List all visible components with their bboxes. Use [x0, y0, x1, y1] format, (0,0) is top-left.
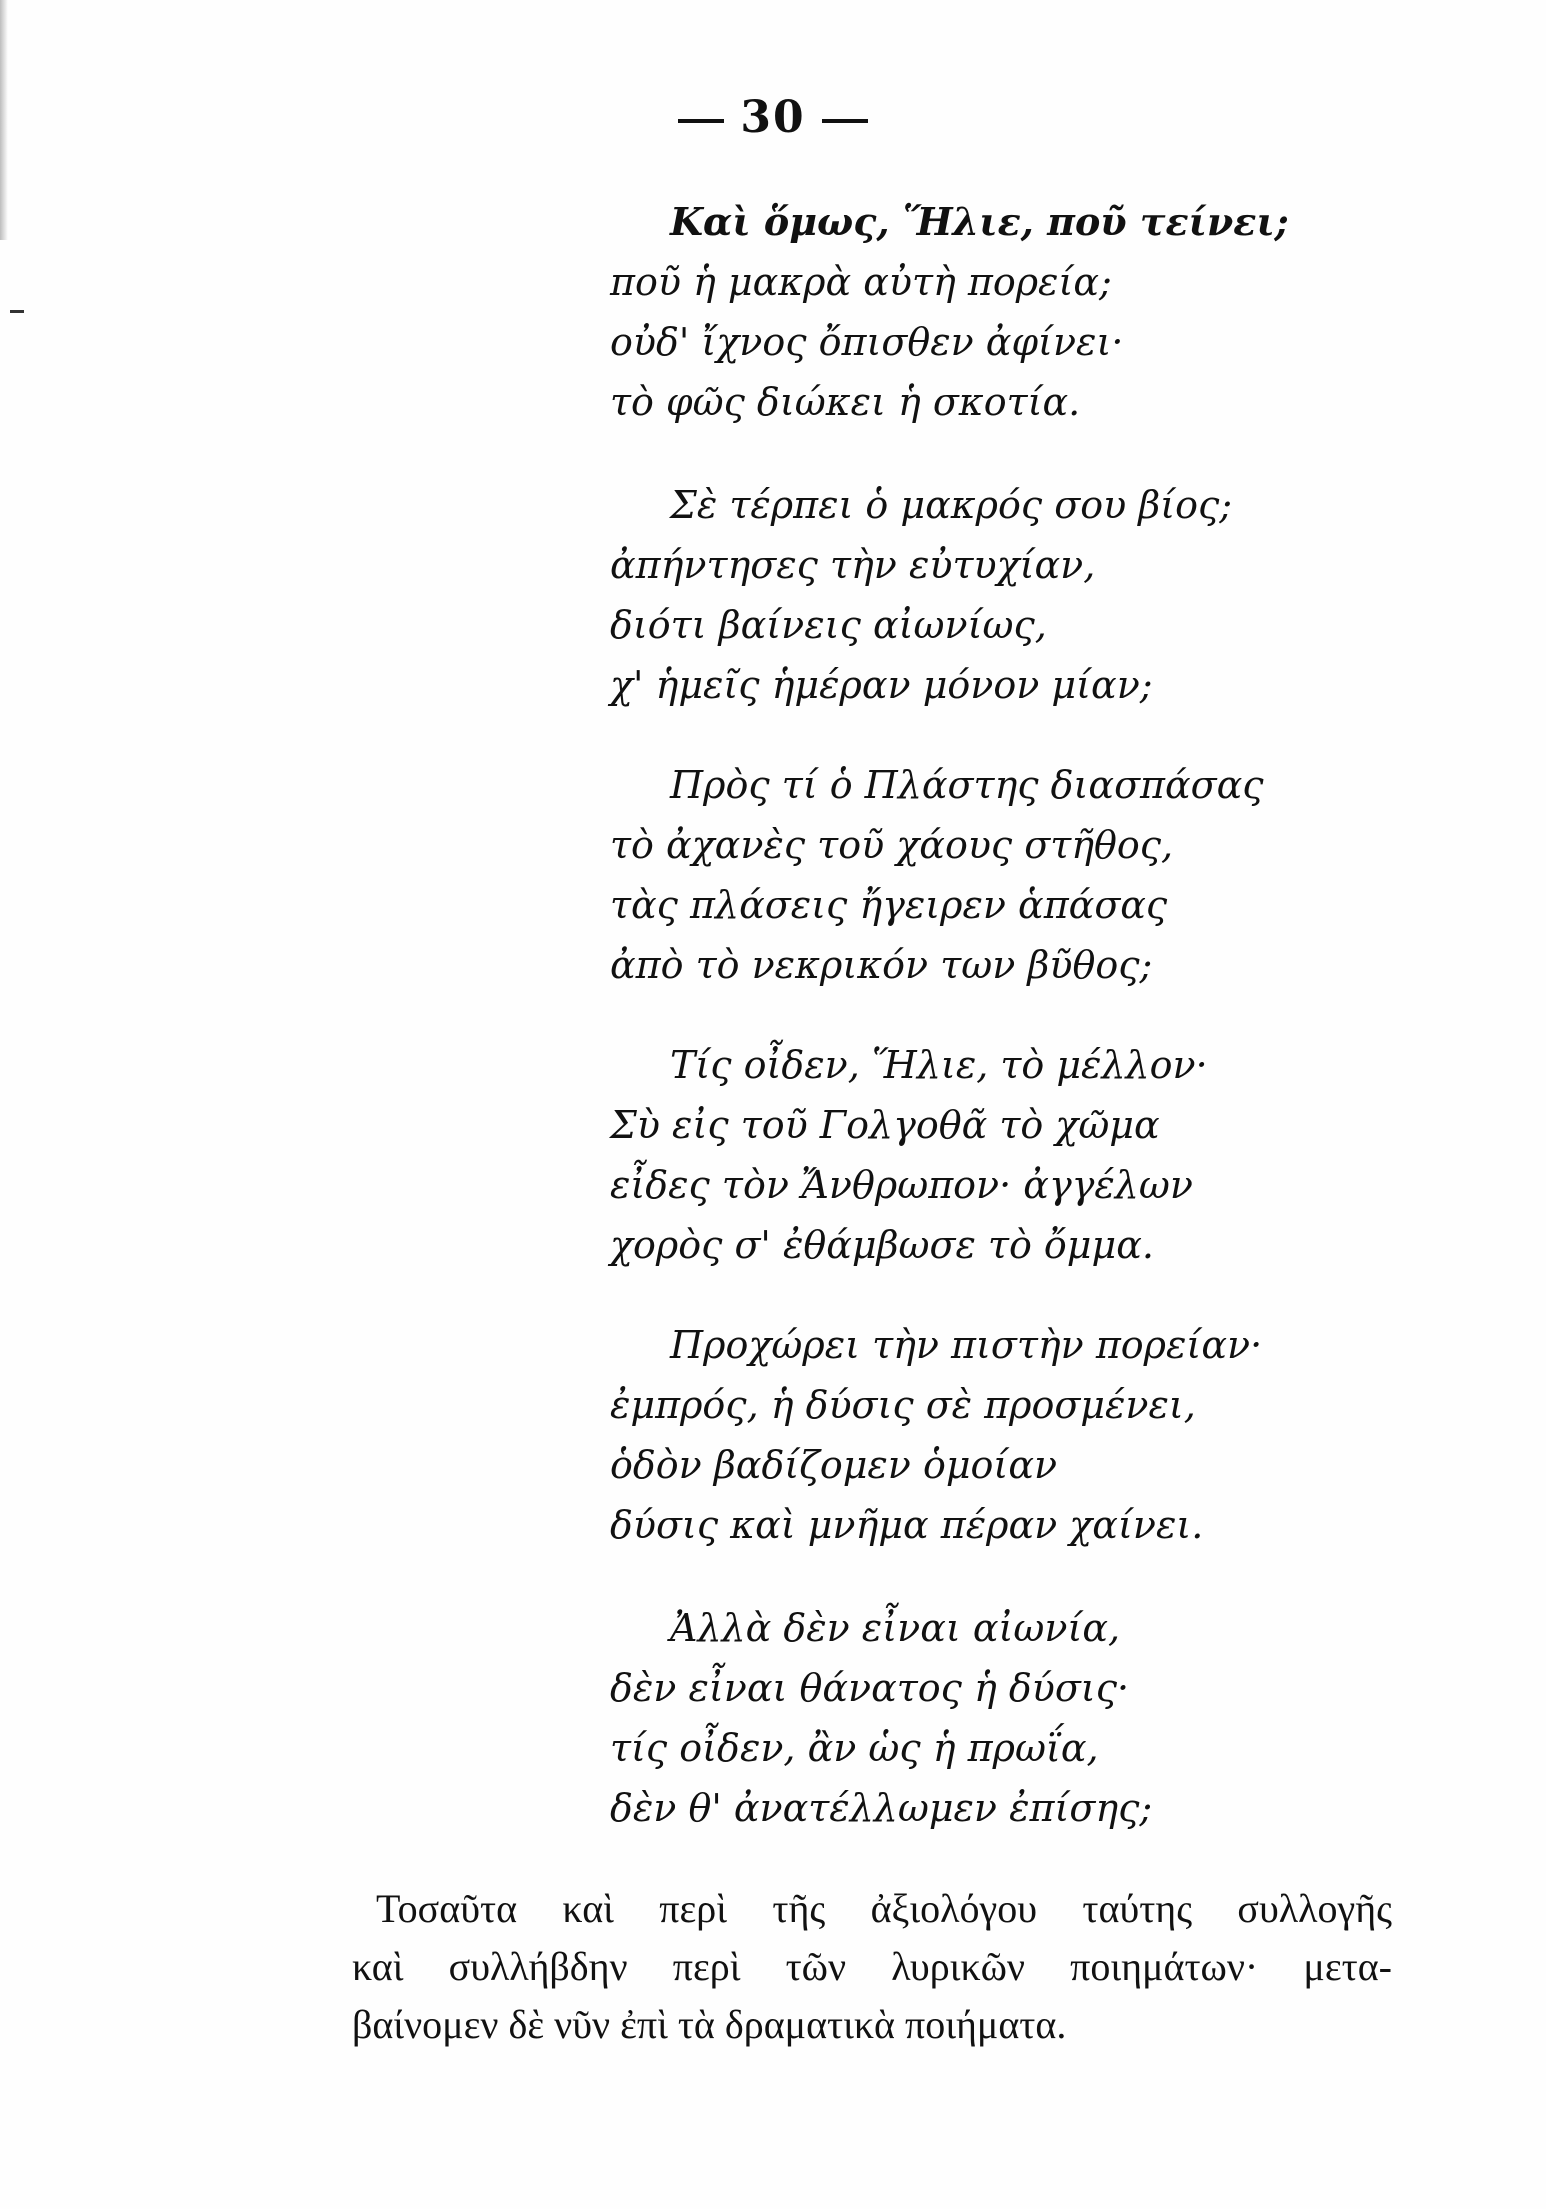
poem-line: ἐμπρός, ἡ δύσις σὲ προσμένει,: [610, 1383, 1196, 1427]
stanza-2: [610, 475, 1370, 715]
poem-line: Τίς οἶδεν, Ἥλιε, τὸ μέλλον·: [670, 1043, 1208, 1087]
poem-line: ἀπὸ τὸ νεκρικόν των βῦθος;: [610, 943, 1153, 987]
page-number-text: 30: [740, 92, 806, 143]
poem-line: δὲν εἶναι θάνατος ἡ δύσις·: [610, 1666, 1130, 1710]
poem-line: χ' ἡμεῖς ἡμέραν μόνον μίαν;: [610, 663, 1153, 707]
poem-line: τίς οἶδεν, ἂν ὡς ἡ πρωΐα,: [610, 1726, 1099, 1770]
poem-line: Καὶ ὅμως, Ἥλιε, ποῦ τείνει;: [670, 199, 1289, 244]
left-dash: [678, 119, 724, 123]
poem-line: εἶδες τὸν Ἄνθρωπον· ἀγγέλων: [610, 1163, 1193, 1207]
prose-line: καὶ συλλήβδην περὶ τῶν λυρικῶν ποιημάτων· μετα-: [352, 1944, 1392, 1989]
poem-line: τὸ φῶς διώκει ἡ σκοτία.: [610, 380, 1081, 424]
page-number: [0, 92, 1546, 143]
prose-line: Τοσαῦτα καὶ περὶ τῆς ἀξιολόγου ταύτης συλλογῆς: [376, 1886, 1392, 1931]
poem-line: Σὲ τέρπει ὁ μακρός σου βίος;: [670, 483, 1233, 527]
poem-line: δύσις καὶ μνῆμα πέραν χαίνει.: [610, 1503, 1204, 1547]
poem-line: Ἀλλὰ δὲν εἶναι αἰωνία,: [670, 1606, 1121, 1650]
stanza-4: [610, 1035, 1370, 1275]
poem-line: δὲν θ' ἀνατέλλωμεν ἐπίσης;: [610, 1786, 1153, 1830]
poem-line: χορὸς σ' ἐθάμβωσε τὸ ὄμμα.: [610, 1223, 1154, 1267]
stanza-3: [610, 755, 1370, 995]
poem-line: διότι βαίνεις αἰωνίως,: [610, 603, 1047, 647]
poem-line: ἀπήντησες τὴν εὐτυχίαν,: [610, 543, 1096, 587]
poem-line: ποῦ ἡ μακρὰ αὐτὴ πορεία;: [610, 260, 1112, 304]
prose-line: βαίνομεν δὲ νῦν ἐπὶ τὰ δραματικὰ ποιήματα.: [352, 2002, 1067, 2047]
margin-mark: [10, 310, 24, 313]
stanza-1: [610, 192, 1370, 432]
stanza-5: [610, 1315, 1370, 1555]
poem-line: ὁδὸν βαδίζομεν ὁμοίαν: [610, 1443, 1058, 1487]
prose-paragraph: [352, 1880, 1392, 2054]
right-dash: [822, 119, 868, 123]
poem-line: Σὺ εἰς τοῦ Γολγοθᾶ τὸ χῶμα: [610, 1103, 1160, 1147]
poem-line: τὰς πλάσεις ἤγειρεν ἁπάσας: [610, 883, 1168, 927]
stanza-6: [610, 1598, 1370, 1838]
poem-line: τὸ ἀχανὲς τοῦ χάους στῆθος,: [610, 823, 1174, 867]
poem-line: οὐδ' ἴχνος ὄπισθεν ἀφίνει·: [610, 320, 1124, 364]
poem-line: Πρὸς τί ὁ Πλάστης διασπάσας: [670, 763, 1264, 807]
poem-line: Προχώρει τὴν πιστὴν πορείαν·: [670, 1323, 1263, 1367]
